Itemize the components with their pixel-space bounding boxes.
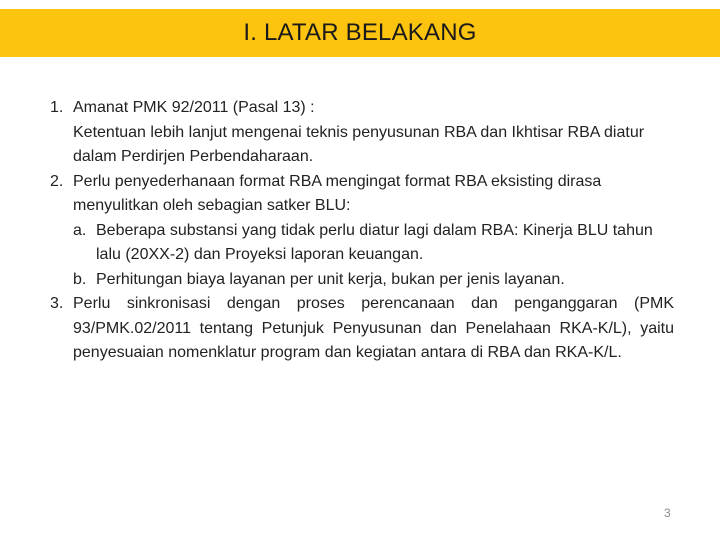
item-number: 1.: [50, 99, 64, 116]
item-text: Perlu sinkronisasi dengan proses perencanaan dan penganggaran (PMK 93/PMK.02/2011 tentang Petunjuk Penyusunan dan Penelahaan RKA-K/L), yaitu penyesuaian nomenklatur program dan kegiatan antara di RBA dan RKA-K/L.: [73, 295, 674, 361]
list-item-1: [50, 96, 674, 170]
slide-title: I. LATAR BELAKANG: [243, 19, 477, 46]
item-detail: Ketentuan lebih lanjut mengenai teknis penyusunan RBA dan Ikhtisar RBA diatur dalam Perdirjen Perbendaharaan.: [73, 123, 645, 165]
sub-item-letter: a.: [73, 221, 87, 239]
item-text: Amanat PMK 92/2011 (Pasal 13) :: [73, 99, 315, 116]
sub-item-a: [73, 219, 674, 268]
list-item-2: [50, 170, 674, 293]
title-bar: [0, 9, 720, 57]
sub-item-b: [73, 268, 674, 293]
sub-item-text: Beberapa substansi yang tidak perlu diatur lagi dalam RBA: Kinerja BLU tahun lalu (20XX-2) dan Proyeksi laporan keuangan.: [96, 221, 653, 263]
item-number: 2.: [50, 172, 64, 190]
item-text: Perlu penyederhanaan format RBA mengingat format RBA eksisting dirasa menyulitkan oleh sebagian satker BLU:: [73, 172, 602, 214]
page-number: 3: [664, 506, 671, 520]
list-item-3: [50, 292, 674, 366]
sub-item-text: Perhitungan biaya layanan per unit kerja, bukan per jenis layanan.: [96, 270, 565, 288]
item-number: 3.: [50, 295, 64, 312]
sub-item-letter: b.: [73, 270, 87, 288]
slide-content: [50, 96, 674, 366]
